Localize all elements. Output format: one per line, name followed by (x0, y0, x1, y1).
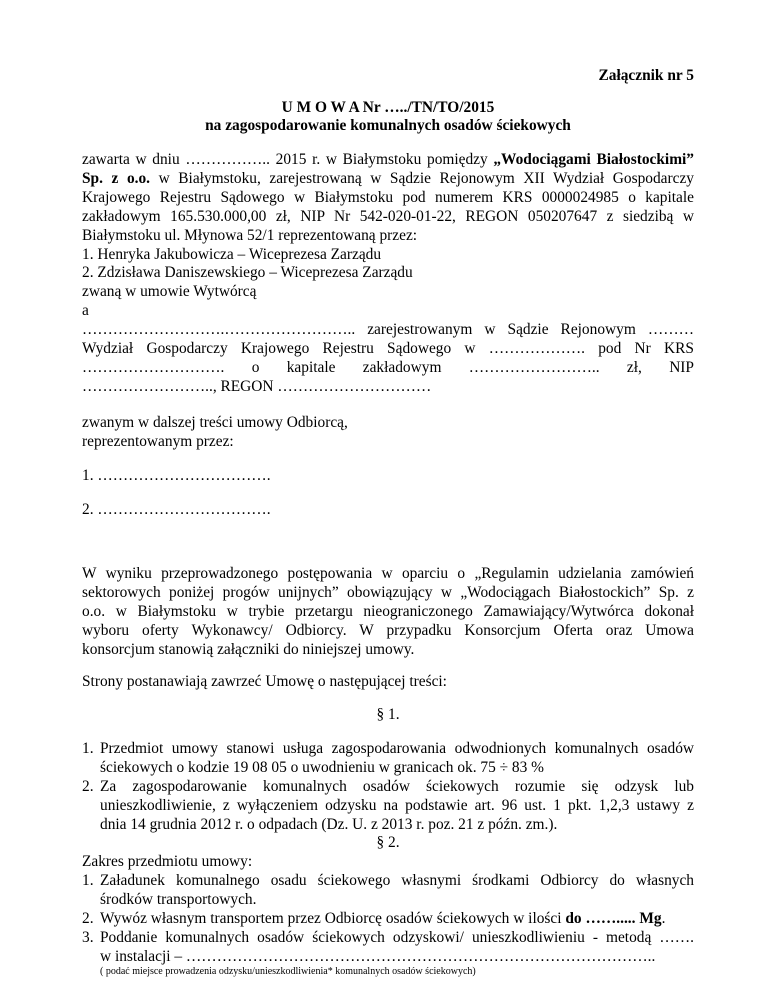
intro-line: zwaną w umowie Wytwórcą (82, 283, 257, 300)
recipient-fill-line: ……………………….…………………….. zarejestrowanym w Sądzie Rejonowym ……… (82, 321, 694, 338)
section-2-intro: Zakres przedmiotu umowy: (82, 853, 253, 870)
footnote: ( podać miejsce prowadzenia odzysku/unieszkodliwienia* komunalnych osadów ściekowych) (100, 966, 476, 977)
attachment-label: Załącznik nr 5 (598, 67, 694, 84)
intro-line: zawarta w dniu …………….. 2015 r. w Białymstoku pomiędzy „Wodociągami Białostockimi” (82, 151, 694, 168)
procedure-line: o.o. w Białymstoku w trybie przetargu nieograniczonego Zamawiający/Wytwórca dokonał (82, 603, 694, 620)
intro-line: Sp. z o.o. w Białymstoku, zarejestrowaną w Sądzie Rejonowym XII Wydział Gospodarczy (82, 170, 694, 187)
intro-line: zakładowym 165.530.000,00 zł, NIP Nr 542-020-01-22, REGON 050207647 z siedzibą w (82, 208, 694, 225)
recipient-fill-line: ………………………. o kapitale zakładowym …………………….. zł, NIP (82, 359, 694, 376)
recipient-rep-2: 2. ……………………………. (82, 501, 271, 518)
contract-subtitle: na zagospodarowanie komunalnych osadów ściekowych (205, 117, 571, 134)
procedure-line: sektorowych poniżej progów unijnych” obowiązujący w „Wodociągach Białostockich” Sp. z (82, 584, 694, 601)
parties-statement: Strony postanawiają zawrzeć Umowę o następującej treści: (82, 673, 447, 690)
recipient-line: zwanym w dalszej treści umowy Odbiorcą, (82, 414, 348, 431)
contract-title: U M O W A Nr …../TN/TO/2015 (281, 99, 495, 116)
representative-2: 2. Zdzisława Daniszewskiego – Wiceprezesa Zarządu (82, 264, 413, 281)
procedure-line: konsorcjum stanowią załączniki do niniejszej umowy. (82, 641, 415, 658)
company-name: „Wodociągami Białostockimi” (493, 151, 694, 168)
intro-line: Krajowego Rejestru Sądowego w Białymstoku pod numerem KRS 0000024985 o kapitale (82, 189, 694, 206)
procedure-line: W wyniku przeprowadzonego postępowania w oparciu o „Regulamin udzielania zamówień (82, 565, 694, 582)
representative-1: 1. Henryka Jakubowicza – Wiceprezesa Zarządu (82, 246, 382, 263)
section-1-heading: § 1. (376, 706, 400, 723)
section-2-heading: § 2. (376, 834, 400, 851)
recipient-line: reprezentowanym przez: (82, 433, 234, 450)
procedure-line: wyboru oferty Wykonawcy/ Odbiorcy. W przypadku Konsorcjum Oferta oraz Umowa (82, 622, 694, 639)
recipient-rep-1: 1. ……………………………. (82, 467, 271, 484)
intro-line: a (82, 302, 89, 319)
intro-line: Białymstoku ul. Młynowa 52/1 reprezentowaną przez: (82, 227, 418, 244)
quantity-placeholder: do ……..... Mg (565, 910, 662, 927)
recipient-fill-line: …………………….., REGON ………………………… (82, 378, 432, 395)
recipient-fill-line: Wydział Gospodarczy Krajowego Rejestru Sądowego w ………………. pod Nr KRS (82, 340, 694, 357)
